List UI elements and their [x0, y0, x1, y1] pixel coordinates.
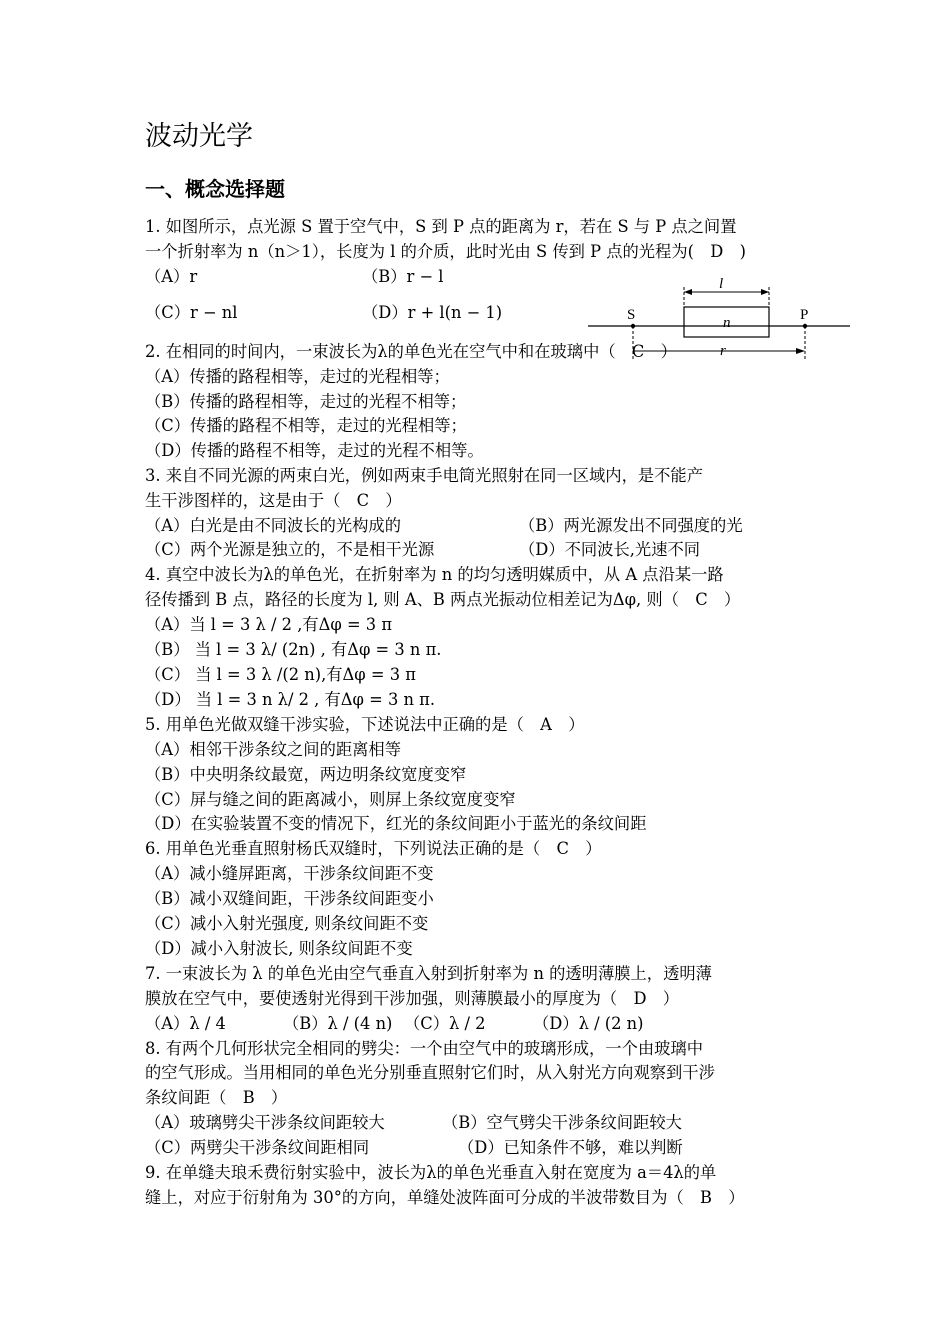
q1-option-d: （D）r + l(n − 1)	[362, 303, 503, 322]
q3-line1: 3. 来自不同光源的两束白光，例如两束手电筒光照射在同一区域内，是不能产	[145, 466, 703, 485]
q4-line1: 4. 真空中波长为λ的单色光，在折射率为 n 的均匀透明媒质中，从 A 点沿某一路	[145, 565, 724, 584]
q8-line1: 8. 有两个几何形状完全相同的劈尖：一个由空气中的玻璃形成，一个由玻璃中	[145, 1039, 703, 1058]
q5-line1: 5. 用单色光做双缝干涉实验，下述说法中正确的是（ A ）	[145, 715, 585, 734]
q3-line2: 生干涉图样的，这是由于（ C ）	[145, 491, 402, 510]
q2-option-a: （A）传播的路程相等，走过的光程相等；	[145, 367, 450, 386]
q1-option-c: （C）r − nl	[145, 303, 238, 322]
q6-line1: 6. 用单色光垂直照射杨氏双缝时，下列说法正确的是（ C ）	[145, 839, 602, 858]
q8-option-b: （B）空气劈尖干涉条纹间距较大	[442, 1113, 682, 1132]
q7-line1: 7. 一束波长为 λ 的单色光由空气垂直入射到折射率为 n 的透明薄膜上，透明薄	[145, 964, 712, 983]
q1-line1: 1. 如图所示，点光源 S 置于空气中，S 到 P 点的距离为 r，若在 S 与 P 点之间置	[145, 217, 737, 236]
q1-option-b: （B）r − l	[362, 267, 444, 286]
q9-line2: 缝上，对应于衍射角为 30°的方向，单缝处波阵面可分成的半波带数目为（ B ）	[145, 1188, 745, 1207]
medium-label: n	[723, 315, 731, 331]
q2-option-b: （B）传播的路程相等，走过的光程不相等；	[145, 392, 467, 411]
q5-option-c: （C）屏与缝之间的距离减小，则屏上条纹宽度变窄	[145, 790, 516, 809]
q6-option-b: （B）减小双缝间距，干涉条纹间距变小	[145, 889, 434, 908]
page-title: 波动光学	[145, 121, 253, 152]
q8-option-c: （C）两劈尖干涉条纹间距相同	[145, 1138, 370, 1157]
section-heading: 一、概念选择题	[145, 177, 285, 201]
q1-line2: 一个折射率为 n（n＞1），长度为 l 的介质，此时光由 S 传到 P 点的光程为( D )	[145, 242, 746, 261]
q4-option-d: （D） 当 l = 3 n λ/ 2 , 有Δφ = 3 n π.	[145, 690, 436, 709]
q6-option-a: （A）减小缝屏距离，干涉条纹间距不变	[145, 864, 434, 883]
q2-line1: 2. 在相同的时间内，一束波长为λ的单色光在空气中和在玻璃中（ C ）	[145, 342, 677, 361]
q4-option-c: （C） 当 l = 3 λ /(2 n),有Δφ = 3 π	[145, 665, 416, 684]
q6-option-c: （C）减小入射光强度, 则条纹间距不变	[145, 914, 429, 933]
q7-option-b: （B）λ / (4 n)	[283, 1014, 393, 1033]
q7-option-c: （C）λ / 2	[404, 1014, 486, 1033]
q7-option-a: （A）λ / 4	[145, 1014, 226, 1033]
q8-option-a: （A）玻璃劈尖干涉条纹间距较大	[145, 1113, 385, 1132]
p-label: P	[800, 307, 809, 323]
q5-option-b: （B）中央明条纹最宽，两边明条纹宽度变窄	[145, 765, 467, 784]
q9-line1: 9. 在单缝夫琅禾费衍射实验中，波长为λ的单色光垂直入射在宽度为 a＝4λ的单	[145, 1163, 717, 1182]
q4-line2: 径传播到 B 点，路径的长度为 l, 则 A、B 两点光振动位相差记为Δφ, 则（ C ）	[145, 590, 741, 609]
q3-option-c: （C）两个光源是独立的，不是相干光源	[145, 540, 435, 559]
s-label: S	[627, 307, 636, 323]
length-arrow-left	[684, 289, 692, 295]
q8-line3: 条纹间距（ B ）	[145, 1088, 288, 1107]
q5-option-a: （A）相邻干涉条纹之间的距离相等	[145, 740, 401, 759]
q7-option-d: （D）λ / (2 n)	[533, 1014, 644, 1033]
q2-option-d: （D）传播的路程不相等，走过的光程不相等。	[145, 441, 484, 460]
q6-option-d: （D）减小入射波长, 则条纹间距不变	[145, 939, 413, 958]
q4-option-a: （A）当 l = 3 λ / 2 ,有Δφ = 3 π	[145, 615, 393, 634]
length-label: l	[719, 276, 724, 292]
q8-option-d: （D）已知条件不够，难以判断	[458, 1138, 683, 1157]
q8-line2: 的空气形成。当用相同的单色光分别垂直照射它们时，从入射光方向观察到干涉	[145, 1063, 715, 1082]
r-arrow	[796, 348, 805, 354]
q7-line2: 膜放在空气中，要使透射光得到干涉加强，则薄膜最小的厚度为（ D ）	[145, 989, 680, 1008]
q1-option-a: （A）r	[145, 267, 198, 286]
q3-option-d: （D）不同波长,光速不同	[519, 540, 701, 559]
r-label: r	[720, 343, 726, 359]
q5-option-d: （D）在实验装置不变的情况下，红光的条纹间距小于蓝光的条纹间距	[145, 814, 647, 833]
q3-option-b: （B）两光源发出不同强度的光	[519, 516, 743, 535]
q2-option-c: （C）传播的路程不相等，走过的光程相等；	[145, 416, 467, 435]
q3-option-a: （A）白光是由不同波长的光构成的	[145, 516, 401, 535]
q4-option-b: （B） 当 l = 3 λ/ (2n) , 有Δφ = 3 n π.	[145, 640, 442, 659]
length-arrow-right	[761, 289, 769, 295]
